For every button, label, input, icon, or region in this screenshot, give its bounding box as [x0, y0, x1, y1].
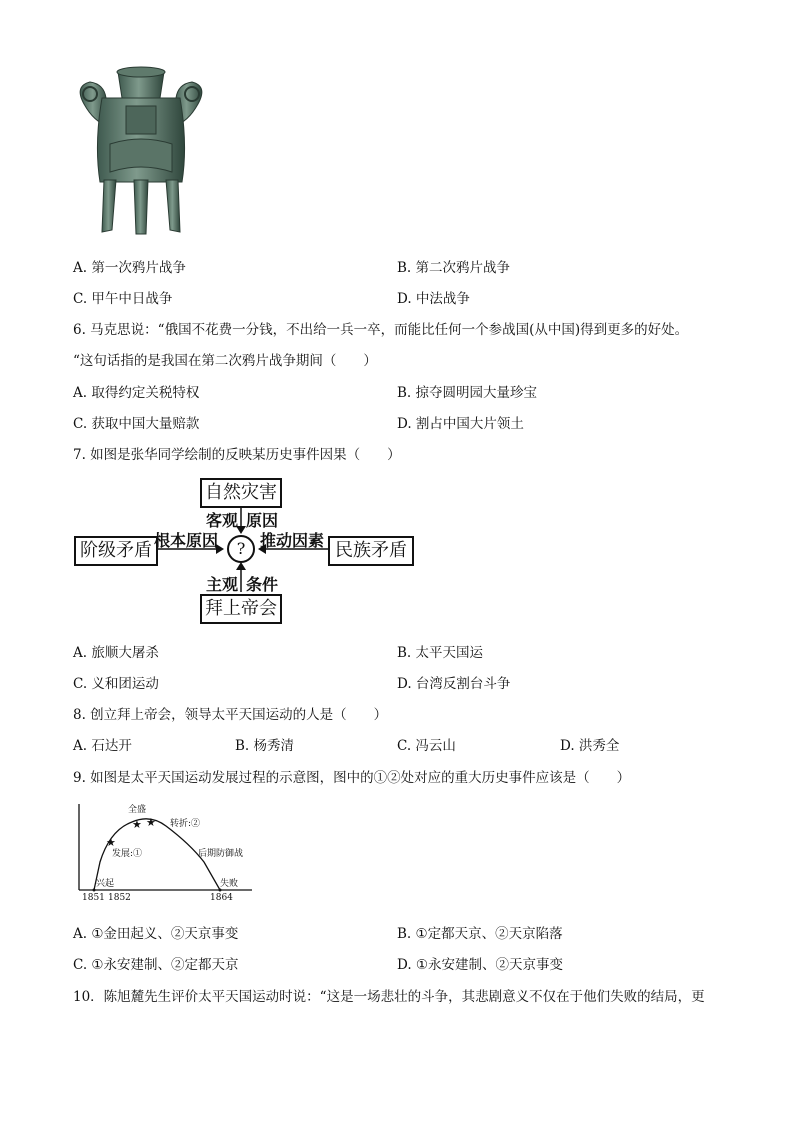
q8-option-b: B. 杨秀清 [235, 738, 295, 754]
q8-option-a: A. 石达开 [73, 738, 132, 754]
q5-option-b: B. 第二次鸦片战争 [397, 260, 511, 276]
chart-label-peak: 全盛 [128, 805, 147, 815]
q9-option-b: B. ①定都天京、②天京陷落 [397, 926, 563, 942]
diagram-label-subjective: 主观 [206, 575, 239, 594]
diagram-label-objective: 客观 [206, 511, 239, 530]
q5-option-c: C. 甲午中日战争 [73, 291, 173, 307]
q8-option-c: C. 冯云山 [397, 738, 456, 754]
q7-option-b: B. 太平天国运 [397, 645, 484, 661]
chart-year-1864: 1864 [210, 893, 233, 903]
q7-option-d: D. 台湾反割台斗争 [397, 676, 511, 692]
chart-label-late-defense: 后期防御战 [198, 849, 244, 859]
diagram-label-root-cause: 根本原因 [154, 531, 219, 550]
q9-development-chart [70, 800, 270, 910]
svg-text:★: ★ [146, 816, 156, 829]
q6-option-b: B. 掠夺圆明园大量珍宝 [397, 385, 538, 401]
q10-stem: 10．陈旭麓先生评价太平天国运动时说：“这是一场悲壮的斗争，其悲剧意义不仅在于他们失败的结局，更 [73, 989, 705, 1005]
diagram-center-question: ? [227, 535, 255, 563]
q7-option-a: A. 旅顺大屠杀 [73, 645, 159, 661]
svg-text:★: ★ [132, 818, 142, 831]
diagram-box-class-conflict: 阶级矛盾 [74, 536, 158, 566]
diagram-box-ethnic-conflict: 民族矛盾 [328, 536, 414, 566]
q7-cause-diagram [70, 474, 420, 630]
q9-option-a: A. ①金田起义、②天京事变 [73, 926, 239, 942]
q9-stem: 9. 如图是太平天国运动发展过程的示意图，图中的①②处对应的重大历史事件应该是（ ） [73, 770, 631, 786]
q7-option-c: C. 义和团运动 [73, 676, 159, 692]
q6-stem-line1: 6. 马克思说：“俄国不花费一分钱，不出给一兵一卒，而能比任何一个参战国(从中国)得到更多的好处。 [73, 322, 689, 338]
q6-option-c: C. 获取中国大量赔款 [73, 416, 200, 432]
diagram-box-god-worshipping-society: 拜上帝会 [200, 594, 282, 624]
chart-label-develop: 发展:① [112, 849, 143, 859]
diagram-label-condition: 条件 [246, 575, 279, 594]
chart-label-rise: 兴起 [96, 879, 115, 889]
bronze-vessel-image [70, 64, 212, 236]
q9-option-d: D. ①永安建制、②天京事变 [397, 957, 564, 973]
svg-text:★: ★ [106, 836, 116, 849]
q7-stem: 7. 如图是张华同学绘制的反映某历史事件因果（ ） [73, 447, 401, 463]
q6-stem-line2: “这句话指的是我国在第二次鸦片战争期间（ ） [73, 353, 377, 369]
q8-stem: 8. 创立拜上帝会，领导太平天国运动的人是（ ） [73, 707, 388, 723]
q6-option-d: D. 割占中国大片领土 [397, 416, 524, 432]
diagram-label-driving-factor: 推动因素 [260, 531, 325, 550]
diagram-label-cause: 原因 [246, 511, 279, 530]
chart-label-fail: 失败 [220, 879, 239, 889]
chart-label-turn: 转折:② [170, 819, 201, 829]
chart-year-1852: 1852 [108, 893, 131, 903]
chart-year-1851: 1851 [82, 893, 105, 903]
q5-option-d: D. 中法战争 [397, 291, 470, 307]
q5-option-a: A. 第一次鸦片战争 [73, 260, 186, 276]
q6-option-a: A. 取得约定关税特权 [73, 385, 200, 401]
q8-option-d: D. 洪秀全 [560, 738, 620, 754]
q9-option-c: C. ①永安建制、②定都天京 [73, 957, 239, 973]
diagram-box-natural-disaster: 自然灾害 [200, 478, 282, 508]
